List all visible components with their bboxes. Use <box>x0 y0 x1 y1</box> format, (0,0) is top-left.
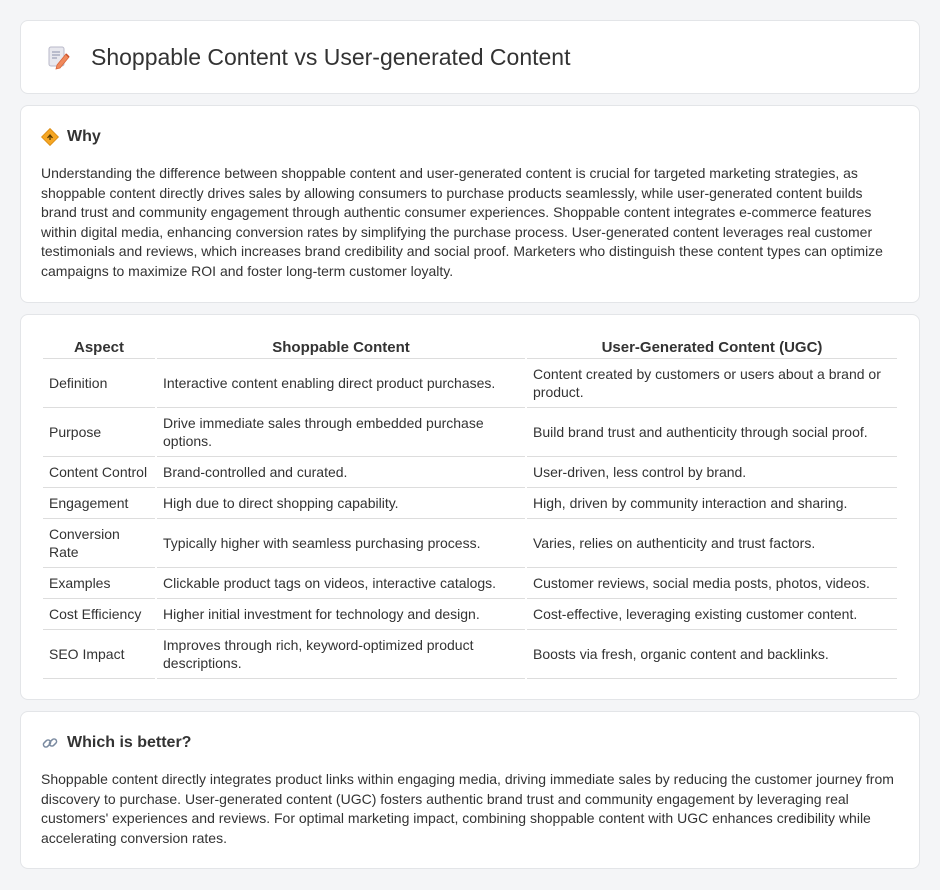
why-text: Understanding the difference between shoppable content and user-generated content is crucial for targeted marketing strategies, as shoppable content directly drives sales by allowing consumers to purchase products seamlessly, while user-generated content builds brand trust and community engagement through authentic consumer experiences. Shoppable content integrates e-commerce features within digital media, enhancing conversion rates by simplifying the purchase process. User-generated content leverages real customer testimonials and reviews, which increases brand credibility and social proof. Marketers who distinguish these content types can optimize campaigns to maximize ROI and foster long-term customer loyalty. <box>41 165 883 279</box>
why-heading: Why <box>67 128 101 145</box>
row-ugc: Cost-effective, leveraging existing customer content. <box>527 599 897 630</box>
comparison-table <box>41 335 899 679</box>
row-aspect: Engagement <box>43 488 155 519</box>
row-shoppable: Brand-controlled and curated. <box>157 457 525 488</box>
link-icon <box>41 734 59 752</box>
row-shoppable: Higher initial investment for technology and design. <box>157 599 525 630</box>
table-row <box>43 599 897 630</box>
row-ugc: Content created by customers or users about a brand or product. <box>527 359 897 408</box>
why-section <box>20 105 920 303</box>
which-is-better-section <box>20 711 920 869</box>
row-shoppable: Interactive content enabling direct product purchases. <box>157 359 525 408</box>
row-shoppable: Clickable product tags on videos, interactive catalogs. <box>157 568 525 599</box>
table-row <box>43 408 897 457</box>
row-aspect: Cost Efficiency <box>43 599 155 630</box>
row-aspect: SEO Impact <box>43 630 155 679</box>
row-shoppable: Typically higher with seamless purchasing process. <box>157 519 525 568</box>
row-ugc: Boosts via fresh, organic content and backlinks. <box>527 630 897 679</box>
row-ugc: User-driven, less control by brand. <box>527 457 897 488</box>
table-row <box>43 630 897 679</box>
table-row <box>43 488 897 519</box>
row-aspect: Conversion Rate <box>43 519 155 568</box>
document-pencil-icon <box>45 44 71 70</box>
better-heading: Which is better? <box>67 734 192 751</box>
row-aspect: Definition <box>43 359 155 408</box>
row-shoppable: Drive immediate sales through embedded purchase options. <box>157 408 525 457</box>
row-ugc: Varies, relies on authenticity and trust factors. <box>527 519 897 568</box>
header-ugc: User-Generated Content (UGC) <box>527 335 897 359</box>
why-heading-row <box>41 128 899 146</box>
row-ugc: Build brand trust and authenticity through social proof. <box>527 408 897 457</box>
header-aspect: Aspect <box>43 335 155 359</box>
title-card <box>20 20 920 94</box>
road-sign-icon <box>41 128 59 146</box>
page-title: Shoppable Content vs User-generated Content <box>91 43 571 70</box>
row-ugc: Customer reviews, social media posts, photos, videos. <box>527 568 897 599</box>
header-shoppable: Shoppable Content <box>157 335 525 359</box>
comparison-table-card <box>20 314 920 700</box>
table-row <box>43 568 897 599</box>
row-shoppable: High due to direct shopping capability. <box>157 488 525 519</box>
better-text: Shoppable content directly integrates product links within engaging media, driving immediate sales by reducing the customer journey from discovery to purchase. User-generated content (UGC) fosters authentic brand trust and community engagement by leveraging real customers' experiences and reviews. For optimal marketing impact, combining shoppable content with UGC enhances credibility while accelerating conversion rates. <box>41 771 894 846</box>
row-aspect: Examples <box>43 568 155 599</box>
better-heading-row <box>41 734 899 752</box>
row-ugc: High, driven by community interaction and sharing. <box>527 488 897 519</box>
table-header-row <box>43 335 897 359</box>
row-aspect: Purpose <box>43 408 155 457</box>
table-row <box>43 359 897 408</box>
row-aspect: Content Control <box>43 457 155 488</box>
row-shoppable: Improves through rich, keyword-optimized product descriptions. <box>157 630 525 679</box>
table-row <box>43 457 897 488</box>
table-row <box>43 519 897 568</box>
